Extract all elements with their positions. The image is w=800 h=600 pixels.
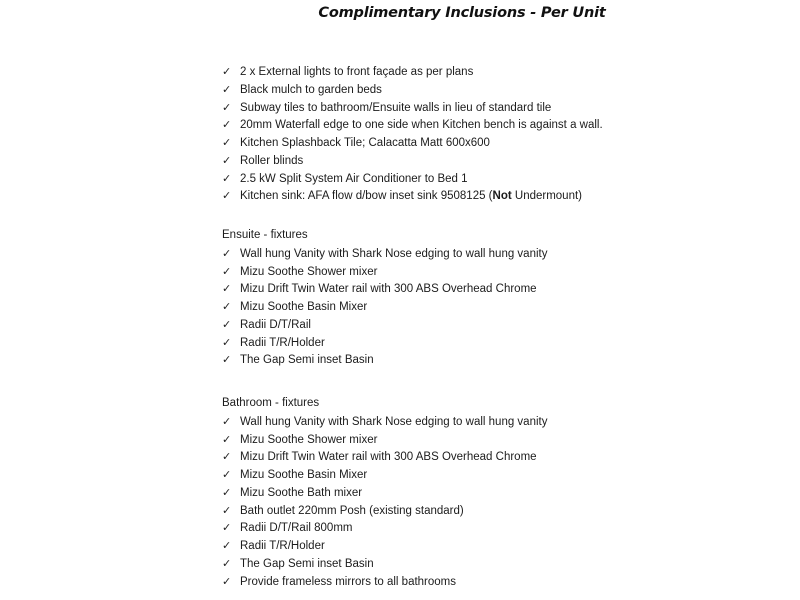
general-inclusions-list [222,65,603,207]
checklist-item-text: Mizu Soothe Basin Mixer [240,301,368,313]
checklist-item [222,265,547,283]
checklist-item-text: Subway tiles to bathroom/Ensuite walls in lieu of standard tile [240,101,552,114]
checklist-item-text: Roller blinds [240,154,304,167]
checkmark-icon: ✓ [222,540,232,552]
checklist-item [222,118,603,136]
checkmark-icon: ✓ [222,172,232,185]
checklist-item [222,154,603,172]
checklist-item-text: Wall hung Vanity with Shark Nose edging to wall hung vanity [240,247,548,260]
checklist-item [222,136,603,154]
checkmark-icon: ✓ [222,265,232,278]
kitchen-sink-text-bold: Not [492,190,512,203]
bathroom-fixtures-section [222,397,547,592]
checkmark-icon: ✓ [222,415,232,428]
checkmark-icon: ✓ [222,469,232,481]
checklist-item [222,282,547,300]
checklist-item-text: The Gap Semi inset Basin [240,354,374,367]
checklist-item-text: Radii T/R/Holder [240,336,325,349]
checkmark-icon: ✓ [222,83,232,96]
checklist-item-text: Mizu Soothe Basin Mixer [240,469,368,481]
checklist-item [222,172,603,190]
checklist-item [222,557,547,575]
page-title: Complimentary Inclusions - Per Unit [318,5,606,21]
checklist-item-text: Radii T/R/Holder [240,540,325,552]
checklist-item [222,521,547,539]
checkmark-icon: ✓ [222,575,232,588]
checklist-item-text: Mizu Drift Twin Water rail with 300 ABS Overhead Chrome [240,283,537,296]
checklist-item [222,83,603,101]
checklist-item-text: Bath outlet 220mm Posh (existing standard) [240,504,464,517]
checkmark-icon: ✓ [222,451,232,464]
checklist-item-text: Mizu Drift Twin Water rail with 300 ABS Overhead Chrome [240,451,537,464]
checklist-item-text: Mizu Soothe Bath mixer [240,486,363,499]
checklist-item-text: 2 x External lights to front façade as per plans [240,66,474,78]
checklist-item [222,318,547,336]
ensuite-fixtures-section [222,229,547,371]
kitchen-sink-text-post: Undermount) [511,190,582,203]
section-heading-ensuite: Ensuite - fixtures [222,229,308,241]
checklist-item [222,539,547,557]
checklist-item-text: Mizu Soothe Shower mixer [240,265,378,278]
checklist-item-text: Kitchen Splashback Tile; Calacatta Matt 600x600 [240,137,490,149]
checkmark-icon: ✓ [222,154,232,167]
checkmark-icon: ✓ [222,247,232,260]
checkmark-icon: ✓ [222,301,232,313]
checkmark-icon: ✓ [222,336,232,349]
checklist-item-text: Black mulch to garden beds [240,83,382,96]
checkmark-icon: ✓ [222,283,232,296]
checklist-item-text: Radii D/T/Rail 800mm [240,522,353,535]
checklist-item-text: Radii D/T/Rail [240,318,311,331]
checklist-item [222,65,603,83]
checklist-item [222,336,547,354]
checkmark-icon: ✓ [222,557,232,570]
checkmark-icon: ✓ [222,504,232,517]
checklist-item [222,468,547,486]
checkmark-icon: ✓ [222,522,232,535]
checklist-item [222,575,547,593]
section-heading-bathroom: Bathroom - fixtures [222,397,320,409]
checklist-item-text: Wall hung Vanity with Shark Nose edging to wall hung vanity [240,415,548,428]
checkmark-icon: ✓ [222,354,232,367]
checklist-item-text: The Gap Semi inset Basin [240,557,374,570]
checklist-item-text: 2.5 kW Split System Air Conditioner to Bed 1 [240,172,468,185]
checklist-item [222,450,547,468]
checkmark-icon: ✓ [222,433,232,446]
checklist-item [222,247,547,265]
checklist-item [222,504,547,522]
checklist-item [222,101,603,119]
kitchen-sink-text-pre: Kitchen sink: AFA flow d/bow inset sink 9508125 ( [240,190,493,203]
checklist-item-text [240,189,582,203]
checkmark-icon: ✓ [222,318,232,331]
checklist-item [222,415,547,433]
checklist-item-kitchen-sink [222,189,603,207]
checkmark-icon: ✓ [222,66,232,78]
checkmark-icon: ✓ [222,119,232,132]
checkmark-icon: ✓ [222,190,232,203]
checklist-item [222,353,547,371]
checkmark-icon: ✓ [222,137,232,149]
checklist-item [222,300,547,318]
checklist-item-text: 20mm Waterfall edge to one side when Kitchen bench is against a wall. [240,119,603,132]
checklist-item-text: Provide frameless mirrors to all bathrooms [240,575,457,588]
checkmark-icon: ✓ [222,486,232,499]
checklist-item [222,486,547,504]
checklist-item-text: Mizu Soothe Shower mixer [240,433,378,446]
checkmark-icon: ✓ [222,101,232,114]
checklist-item [222,433,547,451]
